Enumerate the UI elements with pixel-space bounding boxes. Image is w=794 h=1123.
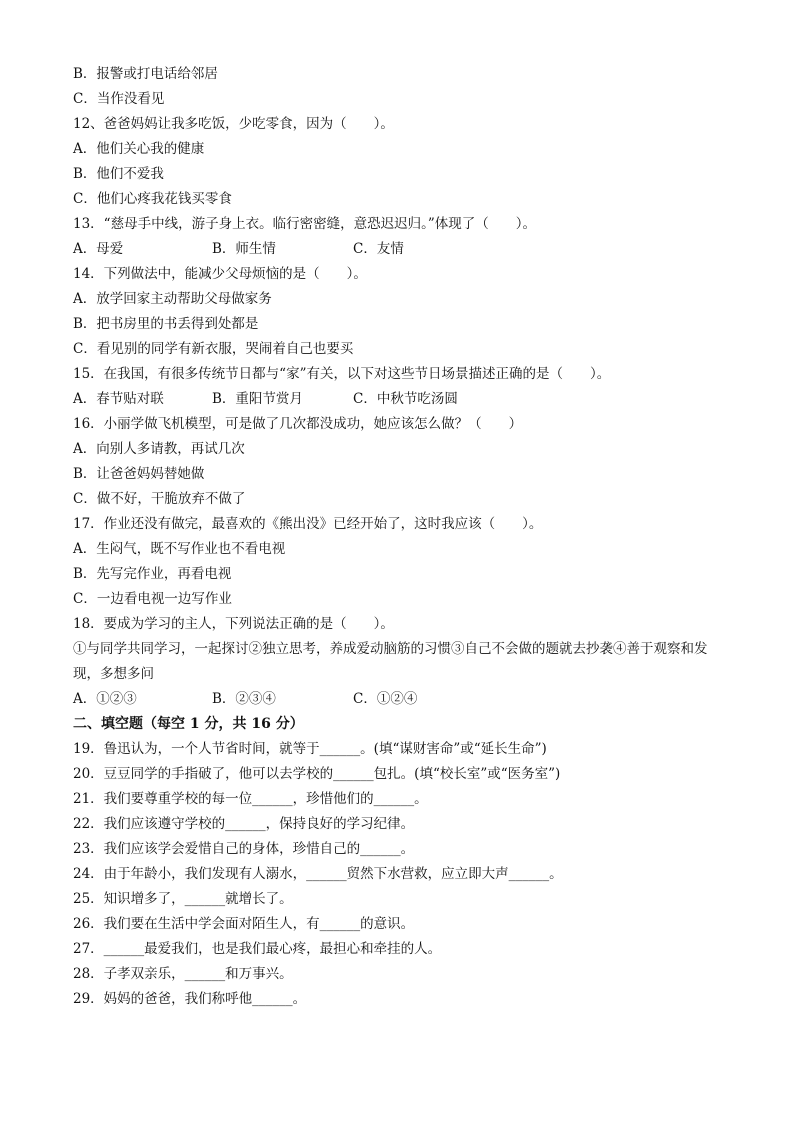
q15-option-c: C．中秋节吃汤圆 xyxy=(353,391,458,407)
q18-option-a: A．①②③ xyxy=(73,691,137,707)
fill-question: 28．子孝双亲乐，______和万事兴。 xyxy=(73,966,293,982)
question-13: 13．“慈母手中线，游子身上衣。临行密密缝，意恐迟迟归。”体现了（ ）。 xyxy=(73,216,536,232)
q18-options xyxy=(73,687,733,712)
line: A．放学回家主动帮助父母做家务 xyxy=(73,291,272,307)
line: C．当作没看见 xyxy=(73,91,165,107)
fill-question: 19．鲁迅认为，一个人节省时间，就等于______。(填“谋财害命”或“延长生命”) xyxy=(73,741,547,757)
question-14: 14．下列做法中，能减少父母烦恼的是（ ）。 xyxy=(73,266,367,282)
line: A．生闷气，既不写作业也不看电视 xyxy=(73,541,286,557)
fill-question: 23．我们应该学会爱惜自己的身体，珍惜自己的______。 xyxy=(73,841,415,857)
question-16: 16．小丽学做飞机模型，可是做了几次都没成功，她应该怎么做？（ ） xyxy=(73,416,523,432)
q13-options xyxy=(73,237,733,262)
line: C．他们心疼我花钱买零食 xyxy=(73,191,232,207)
line: A．向别人多请教，再试几次 xyxy=(73,441,245,457)
line: C．看见别的同学有新衣服，哭闹着自己也要买 xyxy=(73,341,354,357)
section-title: 二、填空题（每空 1 分，共 16 分） xyxy=(73,716,304,732)
line: B．先写完作业，再看电视 xyxy=(73,566,232,582)
question-18: 18．要成为学习的主人，下列说法正确的是（ ）。 xyxy=(73,616,394,632)
exam-page xyxy=(73,62,733,1012)
q15-option-b: B．重阳节赏月 xyxy=(212,391,303,407)
fill-question: 26．我们要在生活中学会面对陌生人，有______的意识。 xyxy=(73,916,415,932)
line: B．他们不爱我 xyxy=(73,166,164,182)
q18-statement: ①与同学共同学习，一起探讨②独立思考，养成爱动脑筋的习惯③自己不会做的题就去抄袭④善于观察和发现，多想多问 xyxy=(73,641,708,682)
q13-option-c: C．友情 xyxy=(353,241,404,257)
q13-option-b: B．师生情 xyxy=(212,241,276,257)
q13-option-a: A．母爱 xyxy=(73,241,124,257)
question-15: 15．在我国，有很多传统节日都与“家”有关，以下对这些节日场景描述正确的是（ ）。 xyxy=(73,366,611,382)
q15-options xyxy=(73,387,733,412)
q18-option-b: B．②③④ xyxy=(212,691,276,707)
question-17: 17．作业还没有做完，最喜欢的《熊出没》已经开始了，这时我应该（ ）。 xyxy=(73,516,543,532)
fill-question: 21．我们要尊重学校的每一位______，珍惜他们的______。 xyxy=(73,791,428,807)
fill-question: 20．豆豆同学的手指破了，他可以去学校的______包扎。(填“校长室”或“医务室”) xyxy=(73,766,561,782)
line: C．一边看电视一边写作业 xyxy=(73,591,232,607)
q15-option-a: A．春节贴对联 xyxy=(73,391,164,407)
fill-question: 22．我们应该遵守学校的______，保持良好的学习纪律。 xyxy=(73,816,415,832)
fill-question: 24．由于年龄小，我们发现有人溺水，______贸然下水营救，应立即大声______。 xyxy=(73,866,563,882)
fill-question: 29．妈妈的爸爸，我们称呼他______。 xyxy=(73,991,307,1007)
line: B．让爸爸妈妈替她做 xyxy=(73,466,205,482)
line: A．他们关心我的健康 xyxy=(73,141,205,157)
q18-option-c: C．①②④ xyxy=(353,691,418,707)
fill-question: 27．______最爱我们，也是我们最心疼，最担心和牵挂的人。 xyxy=(73,941,442,957)
fill-question: 25．知识增多了，______就增长了。 xyxy=(73,891,293,907)
line: B．报警或打电话给邻居 xyxy=(73,66,218,82)
line: C．做不好，干脆放弃不做了 xyxy=(73,491,246,507)
line: B．把书房里的书丢得到处都是 xyxy=(73,316,259,332)
question-12: 12、爸爸妈妈让我多吃饭，少吃零食，因为（ ）。 xyxy=(73,116,394,132)
